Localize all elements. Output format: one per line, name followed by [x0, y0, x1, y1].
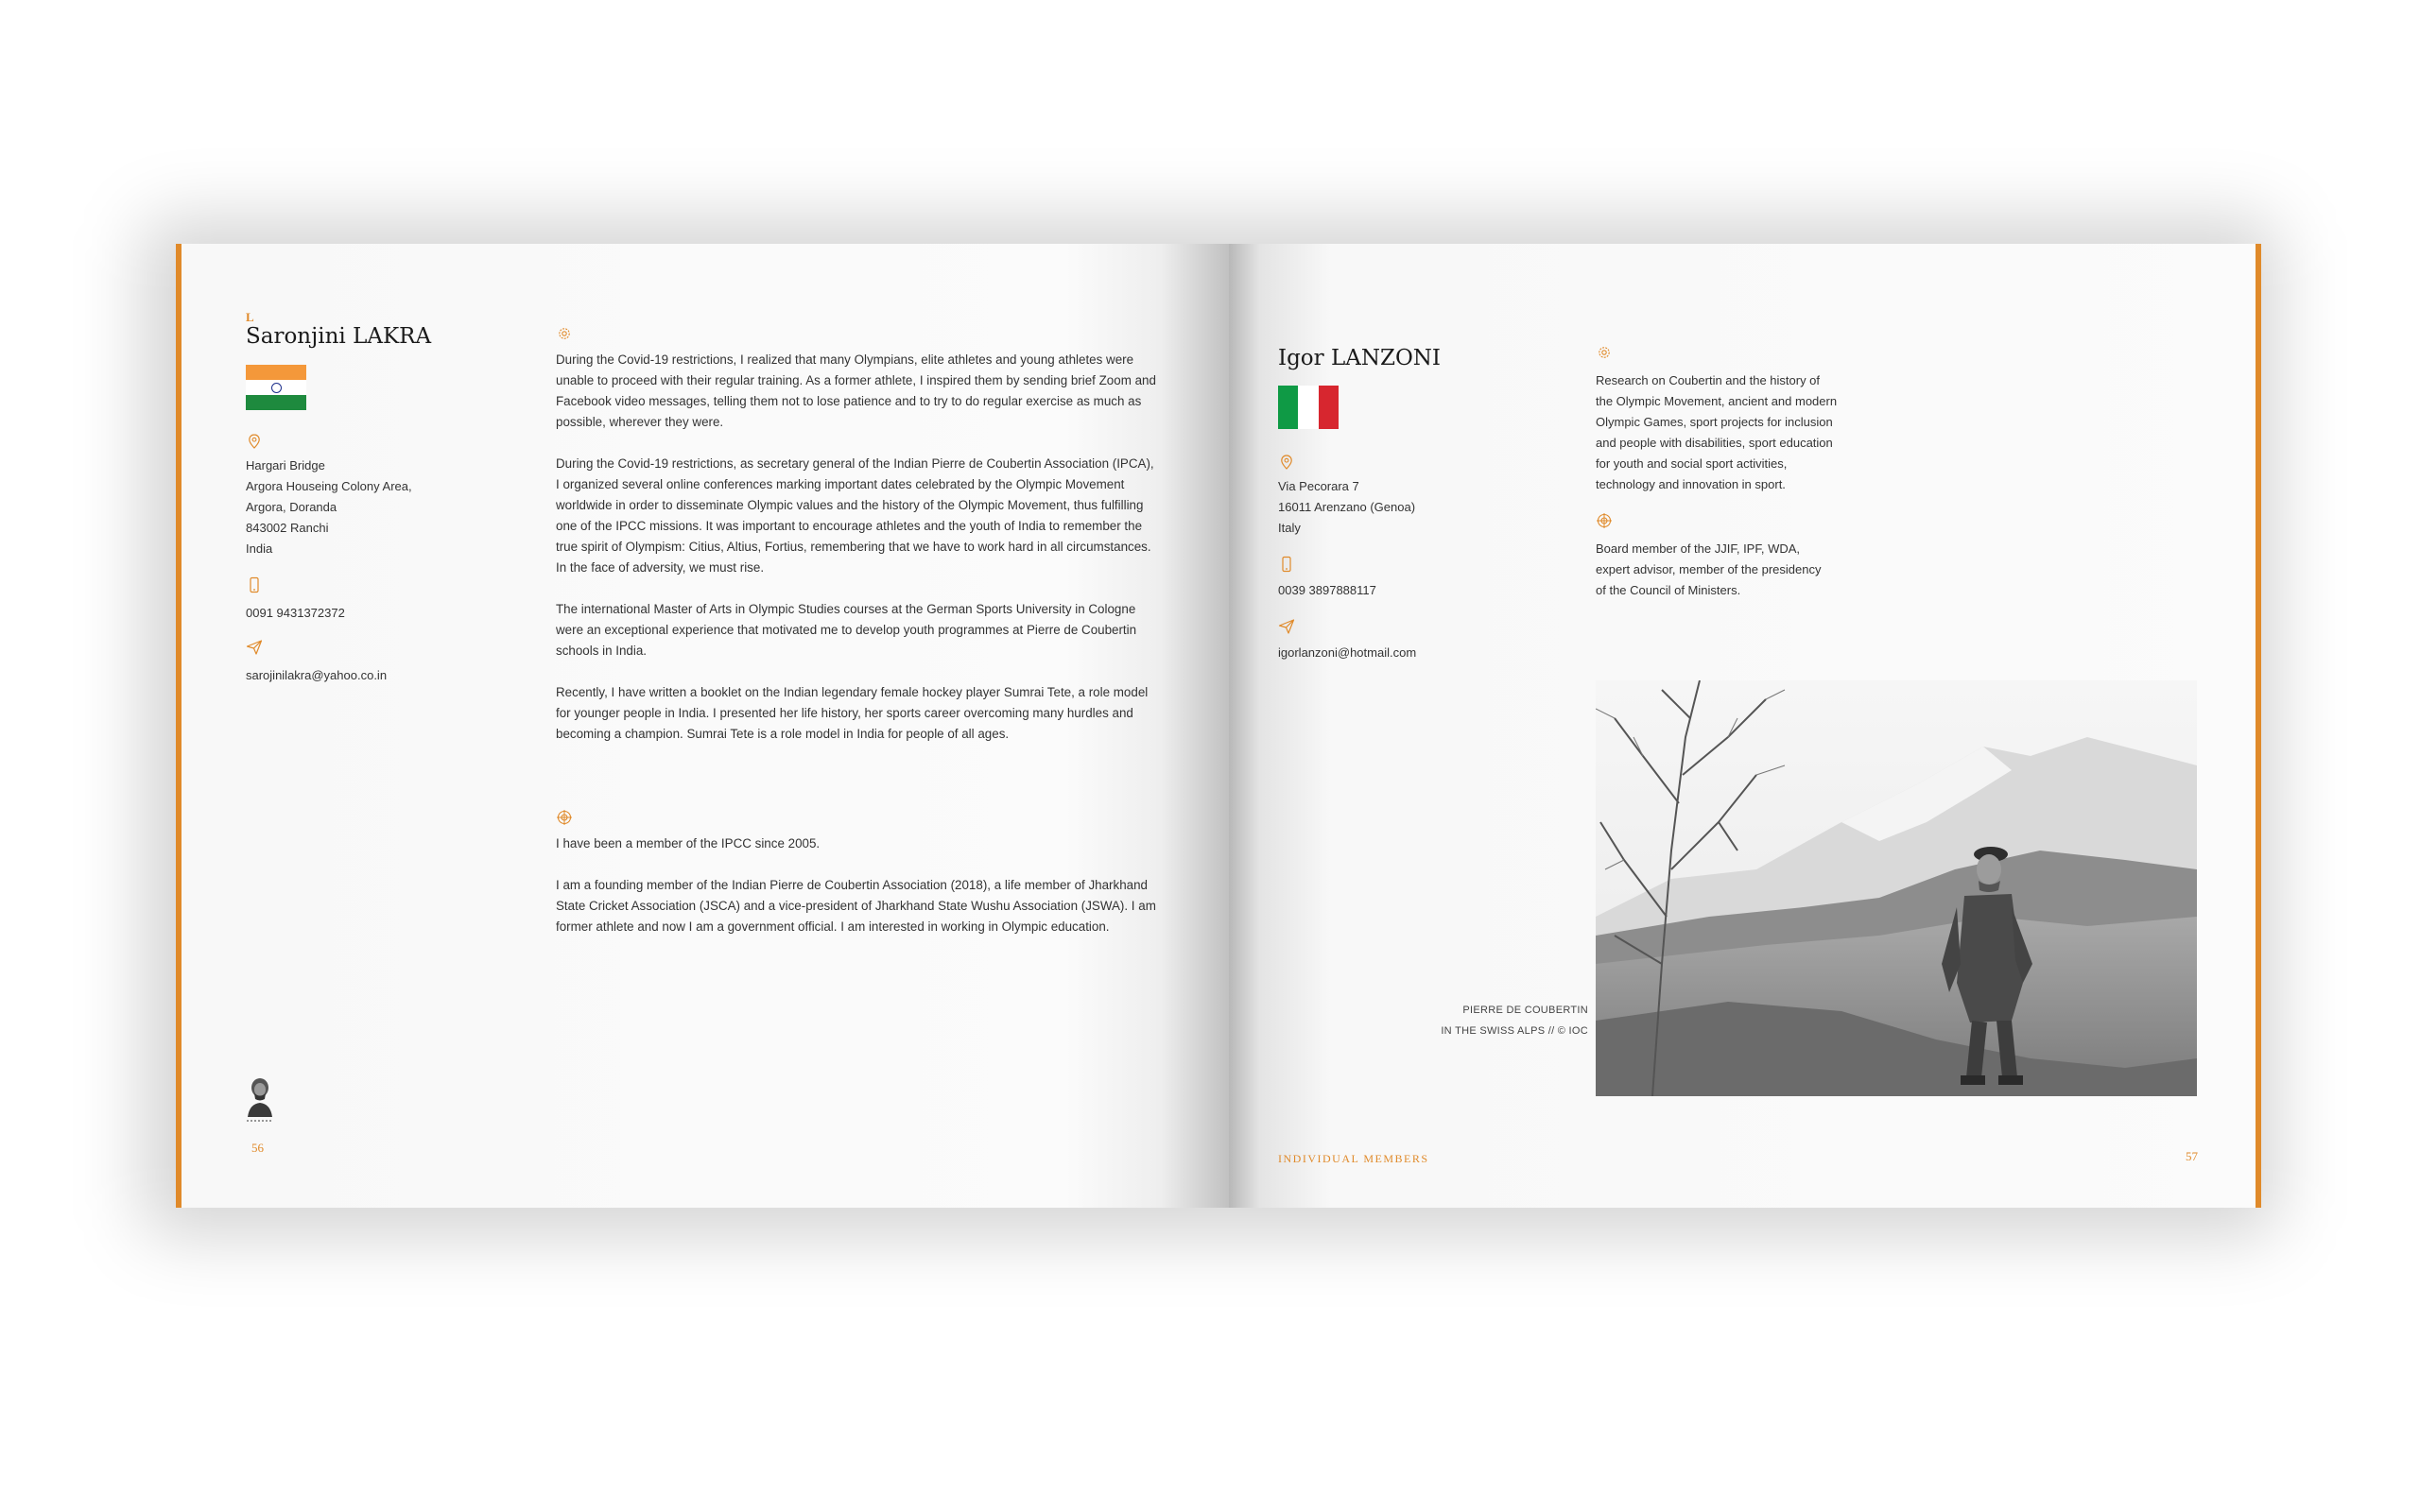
italy-flag	[1278, 386, 1339, 429]
paragraph: I have been a member of the IPCC since 2005.	[556, 836, 821, 850]
paragraph: The international Master of Arts in Olympic Studies courses at the German Sports University in Cologne were an exceptional experience that motivated me to develop youth programmes at Pierre de Coubertin schools in India.	[556, 602, 1137, 658]
address-block	[246, 455, 412, 559]
phone-icon	[246, 576, 263, 593]
text-line: of the Council of Ministers.	[1596, 583, 1741, 597]
address-line: Italy	[1278, 521, 1301, 535]
map-pin-icon	[1278, 454, 1295, 471]
caption-line: PIERRE DE COUBERTIN	[1462, 1005, 1588, 1016]
gear-icon	[556, 325, 573, 342]
map-pin-icon	[246, 433, 263, 450]
address-line: Via Pecorara 7	[1278, 479, 1359, 493]
address-line: India	[246, 541, 273, 556]
email-link[interactable]: igorlanzoni@hotmail.com	[1278, 645, 1417, 660]
address-block	[1278, 476, 1415, 539]
paragraph: During the Covid-19 restrictions, I realized that many Olympians, elite athletes and young athletes were unable to proceed with their regular training. As a former athlete, I inspired them by sending brief Zoom and Facebook video messages, telling them not to lose patience and to try to do regular exercise as much as possible, wherever they were.	[556, 352, 1156, 429]
address-line: Argora, Doranda	[246, 500, 337, 514]
member-name: Igor LANZONI	[1278, 346, 1442, 370]
address-line: Argora Houseing Colony Area,	[246, 479, 412, 493]
board-section	[1596, 539, 1821, 601]
coubertin-bust-icon	[244, 1075, 276, 1123]
address-line: Hargari Bridge	[246, 458, 325, 472]
member-name: Saronjini LAKRA	[246, 324, 432, 349]
target-icon	[556, 809, 573, 826]
text-line: for youth and social sport activities,	[1596, 456, 1788, 471]
left-page	[176, 244, 1235, 1208]
send-icon	[246, 639, 263, 656]
research-section	[1596, 370, 1837, 495]
email-link[interactable]: sarojinilakra@yahoo.co.in	[246, 668, 388, 682]
coubertin-photo	[1596, 680, 2197, 1096]
section-footer-label: INDIVIDUAL MEMBERS	[1278, 1152, 1429, 1165]
text-line: Board member of the JJIF, IPF, WDA,	[1596, 541, 1801, 556]
india-flag	[246, 365, 306, 410]
page-number: 56	[251, 1141, 264, 1155]
text-line: Research on Coubertin and the history of	[1596, 373, 1821, 387]
activities-section	[556, 350, 1161, 765]
paragraph: Recently, I have written a booklet on the Indian legendary female hockey player Sumrai Tete, a role model for younger people in India. I presented her life history, her sports career overcoming many hurdles and becoming a champion. Sumrai Tete is a role model in India for people of all ages.	[556, 685, 1149, 741]
index-letter: L	[246, 310, 254, 324]
gear-icon	[1596, 344, 1613, 361]
phone-icon	[1278, 556, 1295, 573]
right-page	[1229, 244, 2261, 1208]
phone-number[interactable]: 0091 9431372372	[246, 606, 345, 620]
phone-number[interactable]: 0039 3897888117	[1278, 583, 1376, 597]
caption-line: IN THE SWISS ALPS // © IOC	[1441, 1025, 1588, 1037]
address-line: 843002 Ranchi	[246, 521, 329, 535]
paragraph: I am a founding member of the Indian Pierre de Coubertin Association (2018), a life member of Jharkhand State Cricket Association (JSCA) and a vice-president of Jharkhand State Wushu Association (JSWA). I am former athlete and now I am a government official. I am interested in working in Olympic education.	[556, 878, 1156, 934]
text-line: the Olympic Movement, ancient and modern	[1596, 394, 1838, 408]
page-number: 57	[2186, 1149, 2198, 1163]
text-line: and people with disabilities, sport education	[1596, 436, 1833, 450]
send-icon	[1278, 618, 1295, 635]
text-line: technology and innovation in sport.	[1596, 477, 1786, 491]
memberships-section	[556, 833, 1161, 958]
address-line: 16011 Arenzano (Genoa)	[1278, 500, 1416, 514]
paragraph: During the Covid-19 restrictions, as secretary general of the Indian Pierre de Coubertin Association (IPCA), I organized several online conferences marking important dates celebrated by the Olympic Movement worldwide in order to disseminate Olympic values and the history of the Olympic Movement, thus fulfilling one of the IPCC missions. It was important to encourage athletes and the youth of India to remember the true spirit of Olympism: Citius, Altius, Fortius, remembering that we have to work hard in all circumstances. In the face of adversity, we must rise.	[556, 456, 1154, 575]
text-line: Olympic Games, sport projects for inclusion	[1596, 415, 1833, 429]
target-icon	[1596, 512, 1613, 529]
text-line: expert advisor, member of the presidency	[1596, 562, 1822, 576]
photo-caption	[1399, 1000, 1588, 1041]
